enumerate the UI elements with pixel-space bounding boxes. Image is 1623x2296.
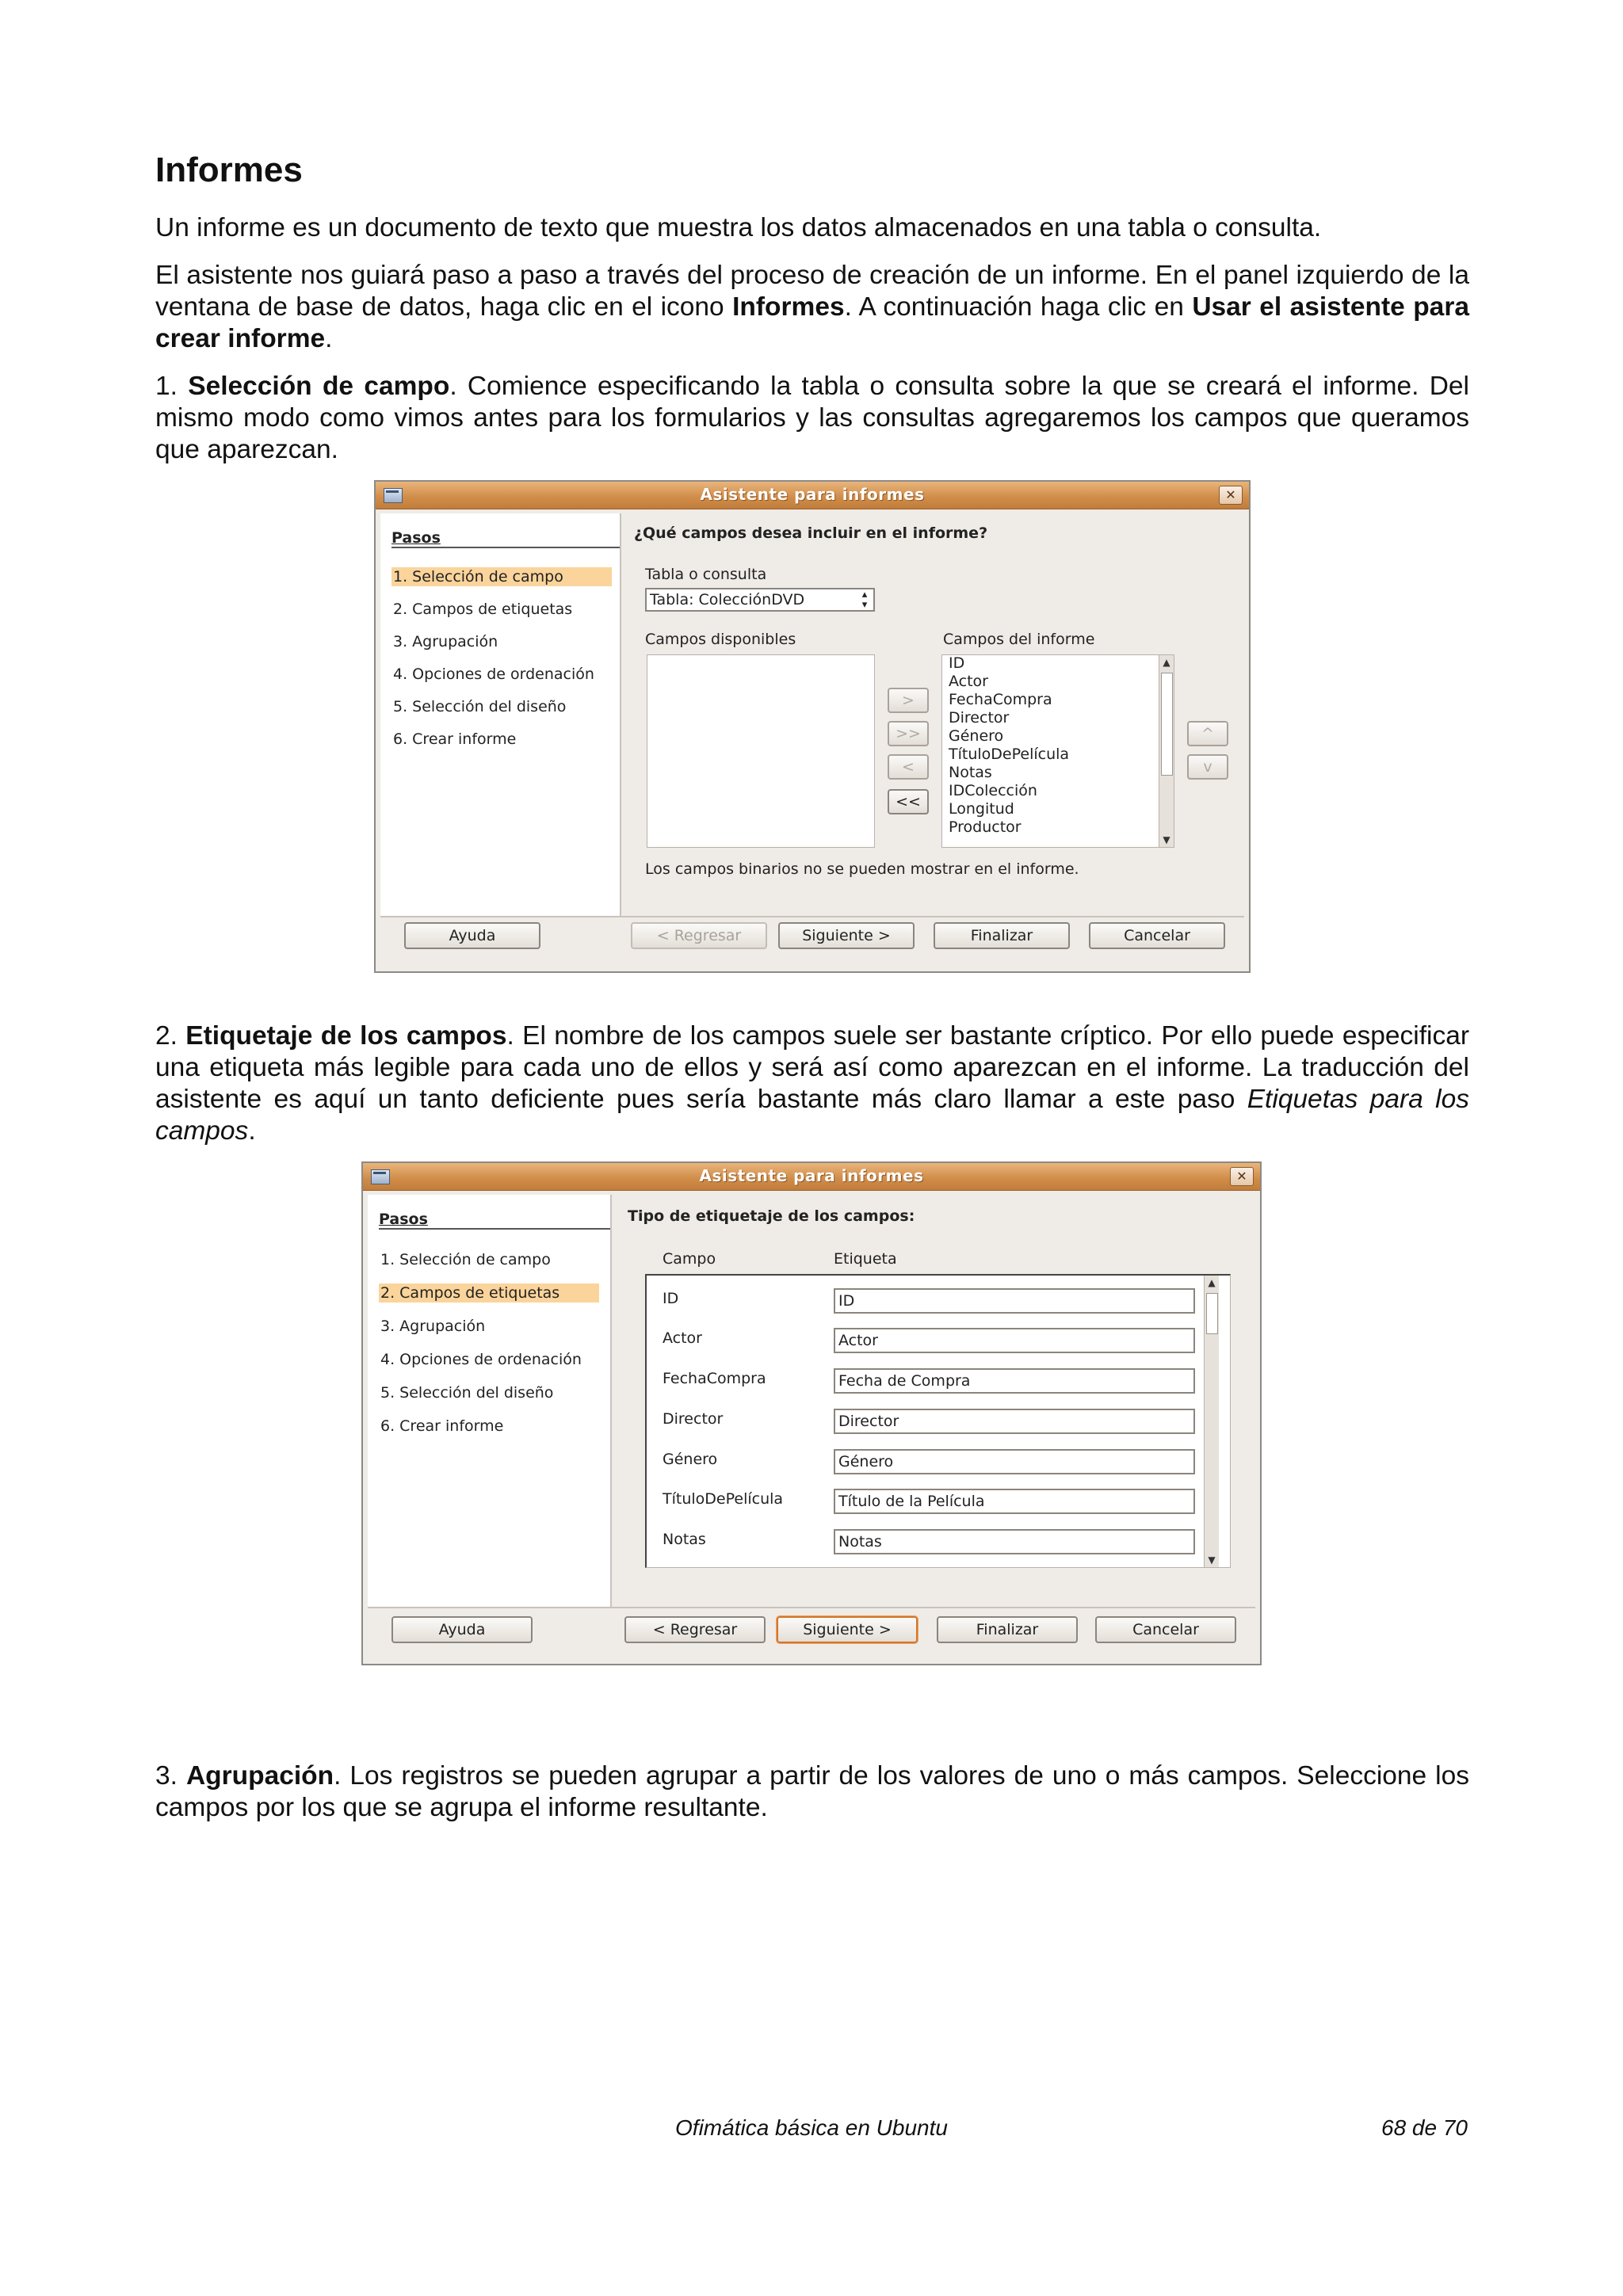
footer-title: Ofimática básica en Ubuntu [675, 2115, 948, 2140]
move-up-button[interactable]: ^ [1187, 721, 1228, 746]
add-all-fields-button[interactable]: >> [888, 721, 929, 746]
step3-paragraph: 3. Agrupación. Los registros se pueden agrupar a partir de los valores de uno o más campos. Seleccione los campos por los que se agrupa el informe resultante. [155, 1761, 1469, 1822]
footer-page-number: 68 de 70 [1381, 2115, 1468, 2140]
scroll-up-icon[interactable]: ▲ [1208, 1277, 1216, 1288]
button-area-divider [380, 916, 1244, 917]
step-item-sort-options[interactable]: 4. Opciones de ordenación [380, 1351, 582, 1368]
report-wizard-dialog-step2 [361, 1161, 1262, 1665]
list-item[interactable]: Actor [949, 673, 988, 690]
field-label-input[interactable]: Notas [834, 1529, 1195, 1554]
step-item-grouping[interactable]: 3. Agrupación [393, 633, 498, 650]
scroll-down-icon[interactable]: ▼ [1208, 1554, 1216, 1566]
close-button[interactable]: ✕ [1219, 486, 1243, 505]
button-area-divider [368, 1607, 1255, 1608]
scrollbar-thumb[interactable] [1161, 673, 1173, 776]
field-label-input[interactable]: ID [834, 1288, 1195, 1314]
steps-header: Pasos [379, 1211, 428, 1228]
section-heading: Informes [155, 151, 303, 189]
cancel-button[interactable]: Cancelar [1089, 922, 1225, 949]
list-item[interactable]: IDColección [949, 782, 1037, 799]
back-button[interactable]: < Regresar [624, 1616, 766, 1643]
finish-button[interactable]: Finalizar [934, 922, 1070, 949]
step-item-create[interactable]: 6. Crear informe [393, 730, 517, 748]
scroll-down-icon[interactable]: ▼ [1163, 834, 1170, 845]
cancel-button[interactable]: Cancelar [1095, 1616, 1236, 1643]
field-label-input[interactable]: Fecha de Compra [834, 1368, 1195, 1394]
wizard-paragraph: El asistente nos guiará paso a paso a través del proceso de creación de un informe. En el panel izquierdo de la ventana de base de datos, haga clic en el icono Informes. A continuación haga clic en Usar el asistente para crear informe. [155, 261, 1469, 353]
spin-arrows-icon: ▴ ▾ [861, 589, 868, 611]
steps-header: Pasos [391, 529, 441, 547]
field-name: Actor [663, 1329, 702, 1347]
remove-field-button[interactable]: < [888, 754, 929, 780]
move-down-button[interactable]: v [1187, 754, 1228, 780]
step-item-layout[interactable]: 5. Selección del diseño [393, 698, 567, 715]
report-wizard-dialog-step1 [374, 480, 1251, 973]
binary-fields-note: Los campos binarios no se pueden mostrar en el informe. [645, 860, 1079, 878]
field-label-input[interactable]: Género [834, 1449, 1195, 1474]
list-item[interactable]: Notas [949, 764, 992, 781]
step-item-labels[interactable]: 2. Campos de etiquetas [393, 601, 573, 618]
list-item[interactable]: TítuloDePelícula [949, 746, 1070, 763]
report-fields-label: Campos del informe [943, 631, 1095, 648]
list-item[interactable]: Productor [949, 818, 1022, 836]
question-heading: Tipo de etiquetaje de los campos: [628, 1207, 915, 1225]
steps-pane [380, 513, 621, 916]
table-query-label: Tabla o consulta [645, 566, 767, 583]
step1-paragraph: 1. Selección de campo. Comience especificando la tabla o consulta sobre la que se creará el informe. Del mismo modo como vimos antes para los formularios y las consultas agregaremos los campos que queramos que aparezcan. [155, 372, 1469, 464]
list-item[interactable]: ID [949, 654, 965, 672]
step-item-sort-options[interactable]: 4. Opciones de ordenación [393, 666, 594, 683]
step-item-layout[interactable]: 5. Selección del diseño [380, 1384, 554, 1402]
dialog-title: Asistente para informes [699, 1166, 924, 1185]
step-item-create[interactable]: 6. Crear informe [380, 1417, 504, 1435]
close-button[interactable]: ✕ [1230, 1167, 1254, 1186]
finish-button[interactable]: Finalizar [937, 1616, 1078, 1643]
report-fields-list[interactable] [941, 654, 1174, 848]
field-label-input[interactable]: Actor [834, 1328, 1195, 1353]
question-heading: ¿Qué campos desea incluir en el informe? [634, 524, 988, 542]
intro-paragraph: Un informe es un documento de texto que muestra los datos almacenados en una tabla o consulta. [155, 213, 1322, 242]
steps-divider [391, 547, 620, 548]
list-item[interactable]: Longitud [949, 800, 1014, 818]
title-bar[interactable] [363, 1163, 1260, 1191]
label-fields-scrollbar[interactable] [1204, 1276, 1219, 1567]
step-item-field-selection[interactable]: 1. Selección de campo [391, 567, 612, 586]
remove-all-fields-button[interactable]: << [888, 789, 929, 814]
field-label-input[interactable]: Título de la Película [834, 1489, 1195, 1514]
label-fields-panel [645, 1274, 1231, 1568]
next-button[interactable]: Siguiente > [777, 1616, 918, 1643]
step-item-labels[interactable]: 2. Campos de etiquetas [379, 1283, 599, 1302]
scrollbar-thumb[interactable] [1206, 1293, 1218, 1334]
field-name: ID [663, 1290, 679, 1307]
help-button[interactable]: Ayuda [404, 922, 540, 949]
next-button[interactable]: Siguiente > [778, 922, 915, 949]
dialog-title: Asistente para informes [700, 485, 925, 504]
table-query-select[interactable] [645, 588, 875, 612]
column-header-label: Etiqueta [834, 1250, 897, 1268]
field-name: FechaCompra [663, 1370, 766, 1387]
step-item-field-selection[interactable]: 1. Selección de campo [380, 1251, 551, 1268]
list-item[interactable]: Género [949, 727, 1004, 745]
list-item[interactable]: Director [949, 709, 1010, 727]
step2-paragraph: 2. Etiquetaje de los campos. El nombre de los campos suele ser bastante críptico. Por ello puede especificar una etiqueta más legible para cada uno de ellos y será así como aparezcan en el informe. La traducción del asistente es aquí un tanto deficiente pues sería bastante más claro llamar a este paso Etiquetas para los campos. [155, 1021, 1469, 1146]
field-label-input[interactable]: Director [834, 1409, 1195, 1434]
available-fields-list[interactable] [647, 654, 875, 848]
column-header-field: Campo [663, 1250, 716, 1268]
help-button[interactable]: Ayuda [391, 1616, 533, 1643]
steps-divider [379, 1228, 610, 1230]
report-fields-scrollbar[interactable] [1159, 655, 1174, 847]
field-name: Género [663, 1451, 718, 1468]
step-item-grouping[interactable]: 3. Agrupación [380, 1318, 486, 1335]
back-button[interactable]: < Regresar [631, 922, 767, 949]
table-query-value: Tabla: ColecciónDVD [650, 591, 805, 608]
list-item[interactable]: FechaCompra [949, 691, 1052, 708]
available-fields-label: Campos disponibles [645, 631, 796, 648]
field-name: Director [663, 1410, 724, 1428]
title-bar[interactable] [376, 482, 1249, 509]
field-name: Notas [663, 1531, 706, 1548]
steps-pane [368, 1195, 612, 1607]
scroll-up-icon[interactable]: ▲ [1163, 657, 1170, 668]
field-name: TítuloDePelícula [663, 1490, 784, 1508]
add-field-button[interactable]: > [888, 688, 929, 713]
